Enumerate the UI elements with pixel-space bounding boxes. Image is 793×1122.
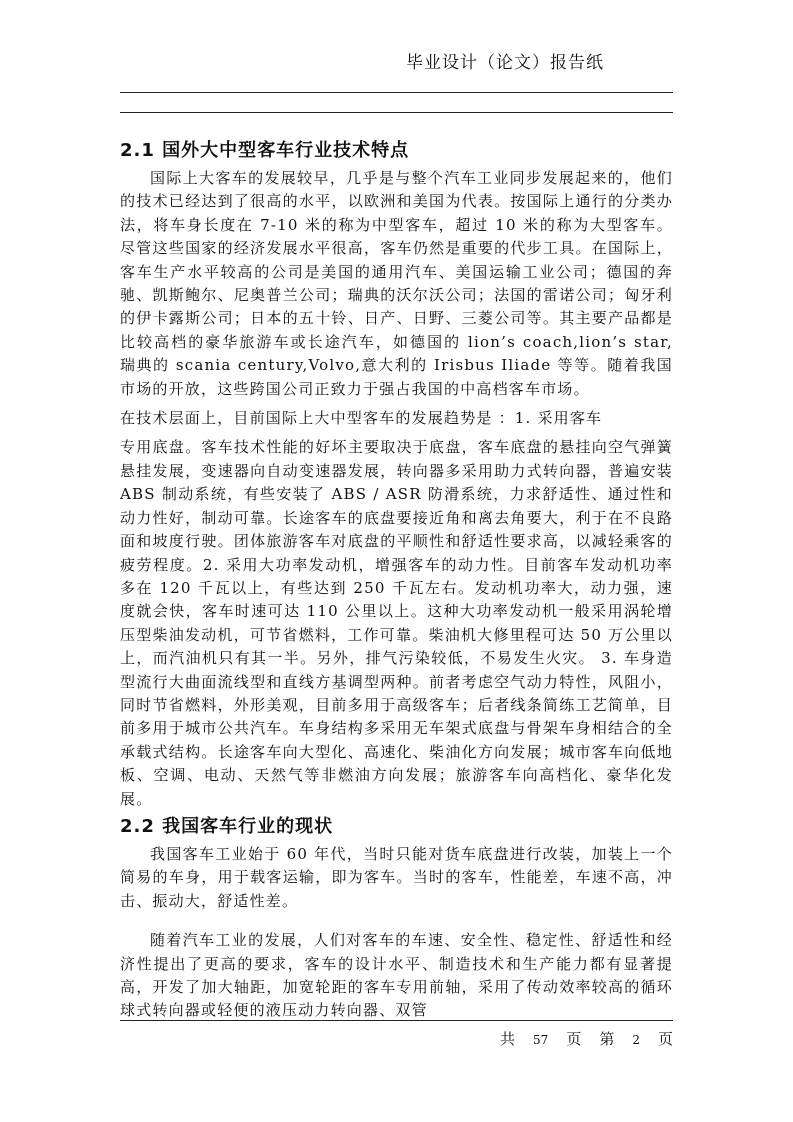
header-rule-top xyxy=(120,92,673,93)
total-pages: 57 xyxy=(533,1033,549,1047)
paragraph-development: 随着汽车工业的发展，人们对客车的车速、安全性、稳定性、舒适性和经济性提出了更高的要求，客车的设计水平、制造技术和生产能力都有显著提高，开发了加大轴距，加宽轮距的客车专用前轴，采用了传动效率较高的循环球式转向器或轻便的液压动力转向器、双管 xyxy=(120,931,673,1020)
total-label: 共 xyxy=(500,1030,516,1048)
current-unit: 页 xyxy=(657,1030,673,1048)
total-unit: 页 xyxy=(566,1030,582,1048)
page-footer xyxy=(120,1020,673,1060)
paragraph-overview: 国际上大客车的发展较早，几乎是与整个汽车工业同步发展起来的，他们的技术已经达到了很高的水平，以欧洲和美国为代表。按国际上通行的分类办法，将车身长度在 7-10 米的称为中型客车，超过 10 米的称为大型客车。尽管这些国家的经济发展水平很高，客车仍然是重要的代步工具。在国际上，客车生产水平较高的公司是美国的通用汽车、美国运输工业公司；德国的奔驰、凯斯鲍尔、尼奥普兰公司；瑞典的沃尔沃公司；法国的雷诺公司；匈牙利的伊卡露斯公司；日本的五十铃、日产、日野、三菱公司等。其主要产品都是比较高档的豪华旅游车或长途汽车，如德国的 lion’s coach,lion’s star, 瑞典的 scania century,Volvo,意大利的 Irisbus Iliade 等等。随着我国市场的开放，这些跨国公司正致力于强占我国的中高档客车市场。 xyxy=(120,169,673,398)
header-rule-bottom xyxy=(120,112,673,113)
document-body xyxy=(120,135,673,1023)
paragraph-history: 我国客车工业始于 60 年代，当时只能对货车底盘进行改装，加装上一个简易的车身，用于载客运输，即为客车。当时的客车，性能差，车速不高，冲击、振动大，舒适性差。 xyxy=(120,844,673,910)
current-page: 2 xyxy=(632,1033,640,1047)
section-heading-2-1: 2.1 国外大中型客车行业技术特点 xyxy=(120,140,410,161)
page-counter xyxy=(482,1028,673,1049)
section-heading-2-2: 2.2 我国客车行业的现状 xyxy=(120,815,334,837)
header-title: 毕业设计（论文）报告纸 xyxy=(406,53,604,73)
current-label: 第 xyxy=(599,1030,615,1048)
paragraph-trend-intro: 在技术层面上，目前国际上大中型客车的发展趋势是 ：1. 采用客车 xyxy=(120,409,603,428)
paragraph-trend-details: 专用底盘。客车技术性能的好坏主要取决于底盘，客车底盘的悬挂向空气弹簧悬挂发展，变速器向自动变速器发展，转向器多采用助力式转向器，普遍安装 ABS 制动系统，有些安装了 ABS / ASR 防滑系统，力求舒适性、通过性和动力性好，制动可靠。长途客车的底盘要接近角和离去角要大，利于在不良路面和坡度行驶。团体旅游客车对底盘的平顺性和舒适性要求高，以减轻乘客的疲劳程度。2. 采用大功率发动机，增强客车的动力性。目前客车发动机功率多在 120 千瓦以上，有些达到 250 千瓦左右。发动机功率大，动力强，速度就会快，客车时速可达 110 公里以上。这种大功率发动机一般采用涡轮增压型柴油发动机，可节省燃料，工作可靠。柴油机大修里程可达 50 万公里以上，而汽油机只有其一半。另外，排气污染较低，不易发生火灾。 3. 车身造型流行大曲面流线型和直线方基调型两种。前者考虑空气动力特性，风阻小，同时节省燃料，外形美观，目前多用于高级客车；后者线条简练工艺简单，目前多用于城市公共汽车。车身结构多采用无车架式底盘与骨架车身相结合的全承载式结构。长途客车向大型化、高速化、柴油化方向发展；城市客车向低地板、空调、电动、天然气等非燃油方向发展；旅游客车向高档化、豪华化发展。 xyxy=(120,438,673,808)
